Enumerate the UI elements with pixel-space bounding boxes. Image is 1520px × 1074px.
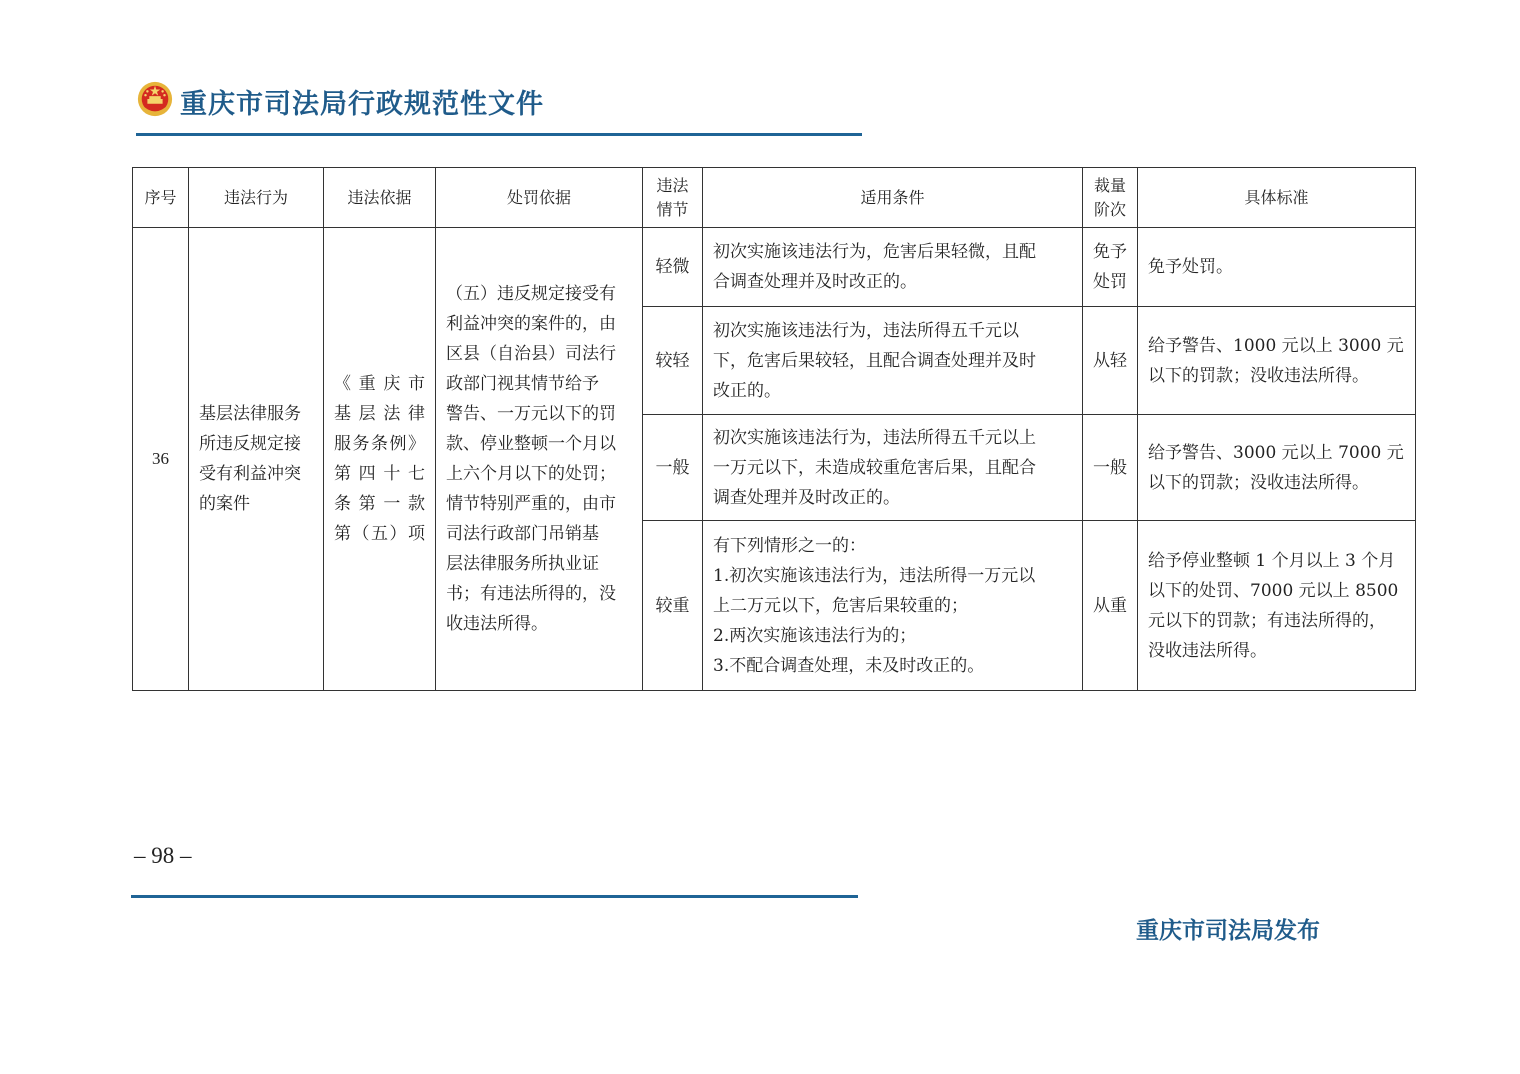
cell-penalty-basis-line: 款、停业整顿一个月以 <box>446 434 616 454</box>
cell-standard-line: 以下的处罚、7000 元以上 8500 <box>1148 580 1399 601</box>
national-emblem-icon <box>136 80 174 118</box>
cell-circumstance: 较轻 <box>643 307 703 415</box>
header-penalty-basis: 处罚依据 <box>436 168 643 228</box>
cell-act-line: 所违反规定接 <box>199 434 301 454</box>
cell-condition-line: 下，危害后果较轻，且配合调查处理并及时 <box>713 350 1036 371</box>
cell-penalty-basis-line: （五）违反规定接受有 <box>446 284 616 304</box>
cell-penalty-basis-line: 层法律服务所执业证 <box>446 554 599 574</box>
cell-condition-line: 初次实施该违法行为，违法所得五千元以上 <box>713 427 1036 448</box>
cell-condition-line: 有下列情形之一的： <box>713 535 866 556</box>
discretion-standard-table <box>132 167 1416 691</box>
cell-penalty-basis-line: 上六个月以下的处罚； <box>446 464 616 484</box>
cell-level-line: 从重 <box>1093 595 1127 616</box>
cell-level <box>1083 228 1138 307</box>
cell-act-line: 基层法律服务 <box>199 404 301 424</box>
cell-basis <box>324 228 436 691</box>
cell-seq: 36 <box>133 228 189 691</box>
cell-circumstance: 一般 <box>643 415 703 521</box>
cell-circumstance: 较重 <box>643 521 703 691</box>
cell-level-line: 处罚 <box>1093 272 1127 292</box>
cell-condition <box>703 521 1083 691</box>
table-header-row <box>133 168 1416 228</box>
cell-penalty-basis-line: 利益冲突的案件的，由 <box>446 314 616 334</box>
cell-condition-line: 初次实施该违法行为，危害后果轻微，且配 <box>713 242 1036 262</box>
header-standard: 具体标准 <box>1138 168 1416 228</box>
cell-standard-line: 给予警告、3000 元以上 7000 元 <box>1148 442 1404 463</box>
cell-penalty-basis-line: 区县（自治县）司法行 <box>446 344 616 364</box>
cell-level <box>1083 415 1138 521</box>
header-basis: 违法依据 <box>324 168 436 228</box>
page-number: – 98 – <box>134 843 192 868</box>
cell-basis-line: 条第一款 <box>334 494 425 514</box>
cell-condition-line: 上二万元以下，危害后果较重的； <box>713 595 968 616</box>
cell-standard-line: 免予处罚。 <box>1148 257 1233 277</box>
header-seq: 序号 <box>133 168 189 228</box>
header-level: 裁量 阶次 <box>1083 168 1138 228</box>
cell-standard <box>1138 307 1416 415</box>
cell-condition-line: 改正的。 <box>713 380 781 401</box>
cell-standard <box>1138 521 1416 691</box>
cell-condition-line: 2.两次实施该违法行为的； <box>713 625 917 646</box>
cell-penalty-basis <box>436 228 643 691</box>
cell-condition <box>703 228 1083 307</box>
cell-condition <box>703 307 1083 415</box>
cell-penalty-basis-line: 情节特别严重的，由市 <box>446 494 616 514</box>
cell-standard-line: 给予停业整顿 1 个月以上 3 个月 <box>1148 550 1396 571</box>
document-header <box>136 78 862 138</box>
header-circumstance: 违法 情节 <box>643 168 703 228</box>
cell-level <box>1083 307 1138 415</box>
cell-basis-line: 基层法律 <box>334 404 425 424</box>
table-row <box>133 228 1416 307</box>
cell-standard-line: 没收违法所得。 <box>1148 640 1267 661</box>
cell-penalty-basis-line: 司法行政部门吊销基 <box>446 524 599 544</box>
cell-standard <box>1138 415 1416 521</box>
header-divider <box>136 133 862 136</box>
footer-divider <box>131 895 858 898</box>
cell-level-line: 从轻 <box>1093 350 1127 371</box>
cell-act-line: 的案件 <box>199 494 250 514</box>
cell-level-line: 免予 <box>1093 242 1127 262</box>
cell-act <box>189 228 324 691</box>
cell-standard <box>1138 228 1416 307</box>
cell-basis-line: 服务条例》 <box>334 434 425 454</box>
cell-standard-line: 以下的罚款；没收违法所得。 <box>1148 365 1369 386</box>
cell-basis-line: 《重庆市 <box>334 374 425 394</box>
cell-condition <box>703 415 1083 521</box>
cell-condition-line: 3.不配合调查处理，未及时改正的。 <box>713 655 985 676</box>
cell-act-line: 受有利益冲突 <box>199 464 301 484</box>
cell-level-line: 一般 <box>1093 457 1127 478</box>
cell-circumstance: 轻微 <box>643 228 703 307</box>
header-title: 重庆市司法局行政规范性文件 <box>180 89 544 120</box>
cell-penalty-basis-line: 政部门视其情节给予 <box>446 374 599 394</box>
header-act: 违法行为 <box>189 168 324 228</box>
cell-condition-line: 1.初次实施该违法行为，违法所得一万元以 <box>713 565 1036 586</box>
cell-penalty-basis-line: 警告、一万元以下的罚 <box>446 404 616 424</box>
header-condition: 适用条件 <box>703 168 1083 228</box>
cell-basis-line: 第（五）项 <box>334 524 425 544</box>
cell-penalty-basis-line: 书；有违法所得的，没 <box>446 584 616 604</box>
cell-basis-line: 第四十七 <box>334 464 425 484</box>
cell-condition-line: 合调查处理并及时改正的。 <box>713 272 917 292</box>
cell-condition-line: 一万元以下，未造成较重危害后果，且配合 <box>713 457 1036 478</box>
cell-condition-line: 初次实施该违法行为，违法所得五千元以 <box>713 320 1019 341</box>
cell-level <box>1083 521 1138 691</box>
cell-penalty-basis-line: 收违法所得。 <box>446 614 548 634</box>
cell-standard-line: 给予警告、1000 元以上 3000 元 <box>1148 335 1404 356</box>
footer-publisher: 重庆市司法局发布 <box>1136 918 1320 944</box>
cell-standard-line: 以下的罚款；没收违法所得。 <box>1148 472 1369 493</box>
cell-condition-line: 调查处理并及时改正的。 <box>713 487 900 508</box>
cell-standard-line: 元以下的罚款；有违法所得的， <box>1148 610 1386 631</box>
